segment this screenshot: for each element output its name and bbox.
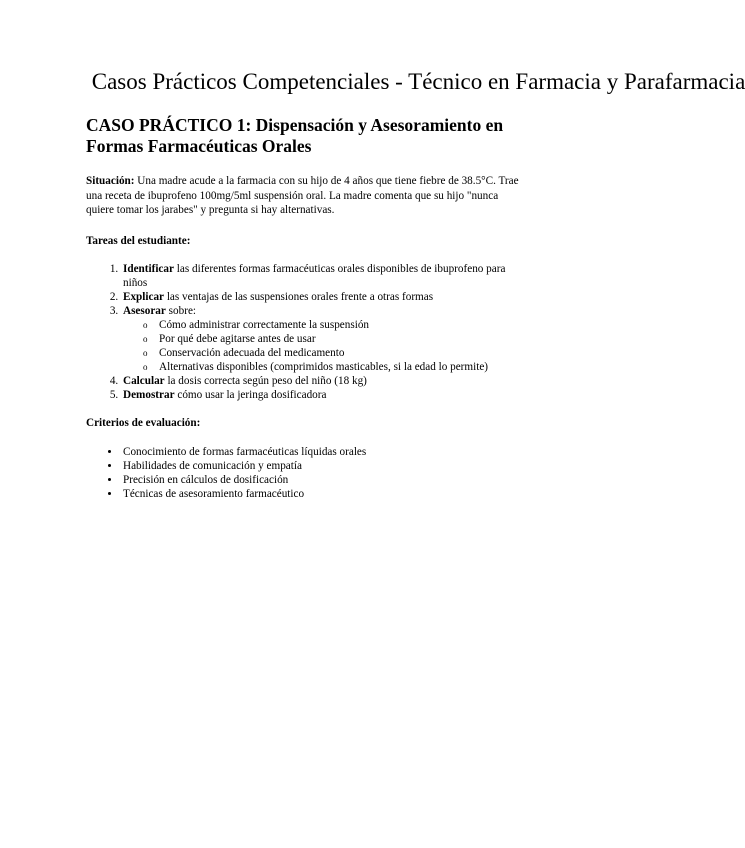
- task-item: [121, 290, 526, 304]
- task-verb: Explicar: [123, 291, 165, 303]
- task-text: sobre:: [165, 305, 197, 317]
- advice-item: o Alternativas disponibles (comprimidos masticables, si la edad lo permite): [141, 360, 526, 374]
- task-text: cómo usar la jeringa dosificadora: [174, 389, 327, 401]
- criteria-item: • Conocimiento de formas farmacéuticas líquidas orales: [121, 445, 526, 459]
- advice-sublist: [123, 318, 526, 374]
- task-verb: Identificar: [123, 263, 174, 275]
- advice-item: o Cómo administrar correctamente la suspensión: [141, 318, 526, 332]
- tasks-heading: Tareas del estudiante:: [86, 234, 191, 247]
- criteria-heading: Criterios de evaluación:: [86, 417, 201, 429]
- task-item: [121, 262, 526, 290]
- document-page: [86, 68, 745, 501]
- case-heading: CASO PRÁCTICO 1: Dispensación y Asesoramiento en Formas Farmacéuticas Orales: [86, 115, 504, 156]
- criteria-item: • Habilidades de comunicación y empatía: [121, 459, 526, 473]
- task-verb: Demostrar: [123, 389, 175, 401]
- task-item: [121, 374, 526, 388]
- situation-text: Una madre acude a la farmacia con su hijo de 4 años que tiene fiebre de 38.5°C. Trae una receta de ibuprofeno 100mg/5ml suspensión oral. La madre comenta que su hijo "nunca quiere tomar los jarabes" y pregunta si hay alternativas.: [86, 175, 519, 216]
- task-text: las diferentes formas farmacéuticas orales disponibles de ibuprofeno para niños: [123, 263, 506, 289]
- criteria-list: [86, 445, 526, 501]
- advice-item: o Por qué debe agitarse antes de usar: [141, 332, 526, 346]
- task-text: las ventajas de las suspensiones orales frente a otras formas: [164, 291, 434, 303]
- task-verb: Asesorar: [123, 305, 166, 317]
- criteria-item: • Precisión en cálculos de dosificación: [121, 473, 526, 487]
- tasks-list: [86, 262, 526, 402]
- situation-paragraph: [86, 174, 526, 218]
- situation-label: Situación:: [86, 175, 135, 187]
- advice-item: o Conservación adecuada del medicamento: [141, 346, 526, 360]
- criteria-item: • Técnicas de asesoramiento farmacéutico: [121, 487, 526, 501]
- task-text: la dosis correcta según peso del niño (18 kg): [164, 375, 367, 387]
- task-verb: Calcular: [123, 375, 165, 387]
- task-item: [121, 304, 526, 374]
- document-title: Casos Prácticos Competenciales - Técnico en Farmacia y Parafarmacia: [86, 69, 745, 94]
- task-item: [121, 388, 526, 402]
